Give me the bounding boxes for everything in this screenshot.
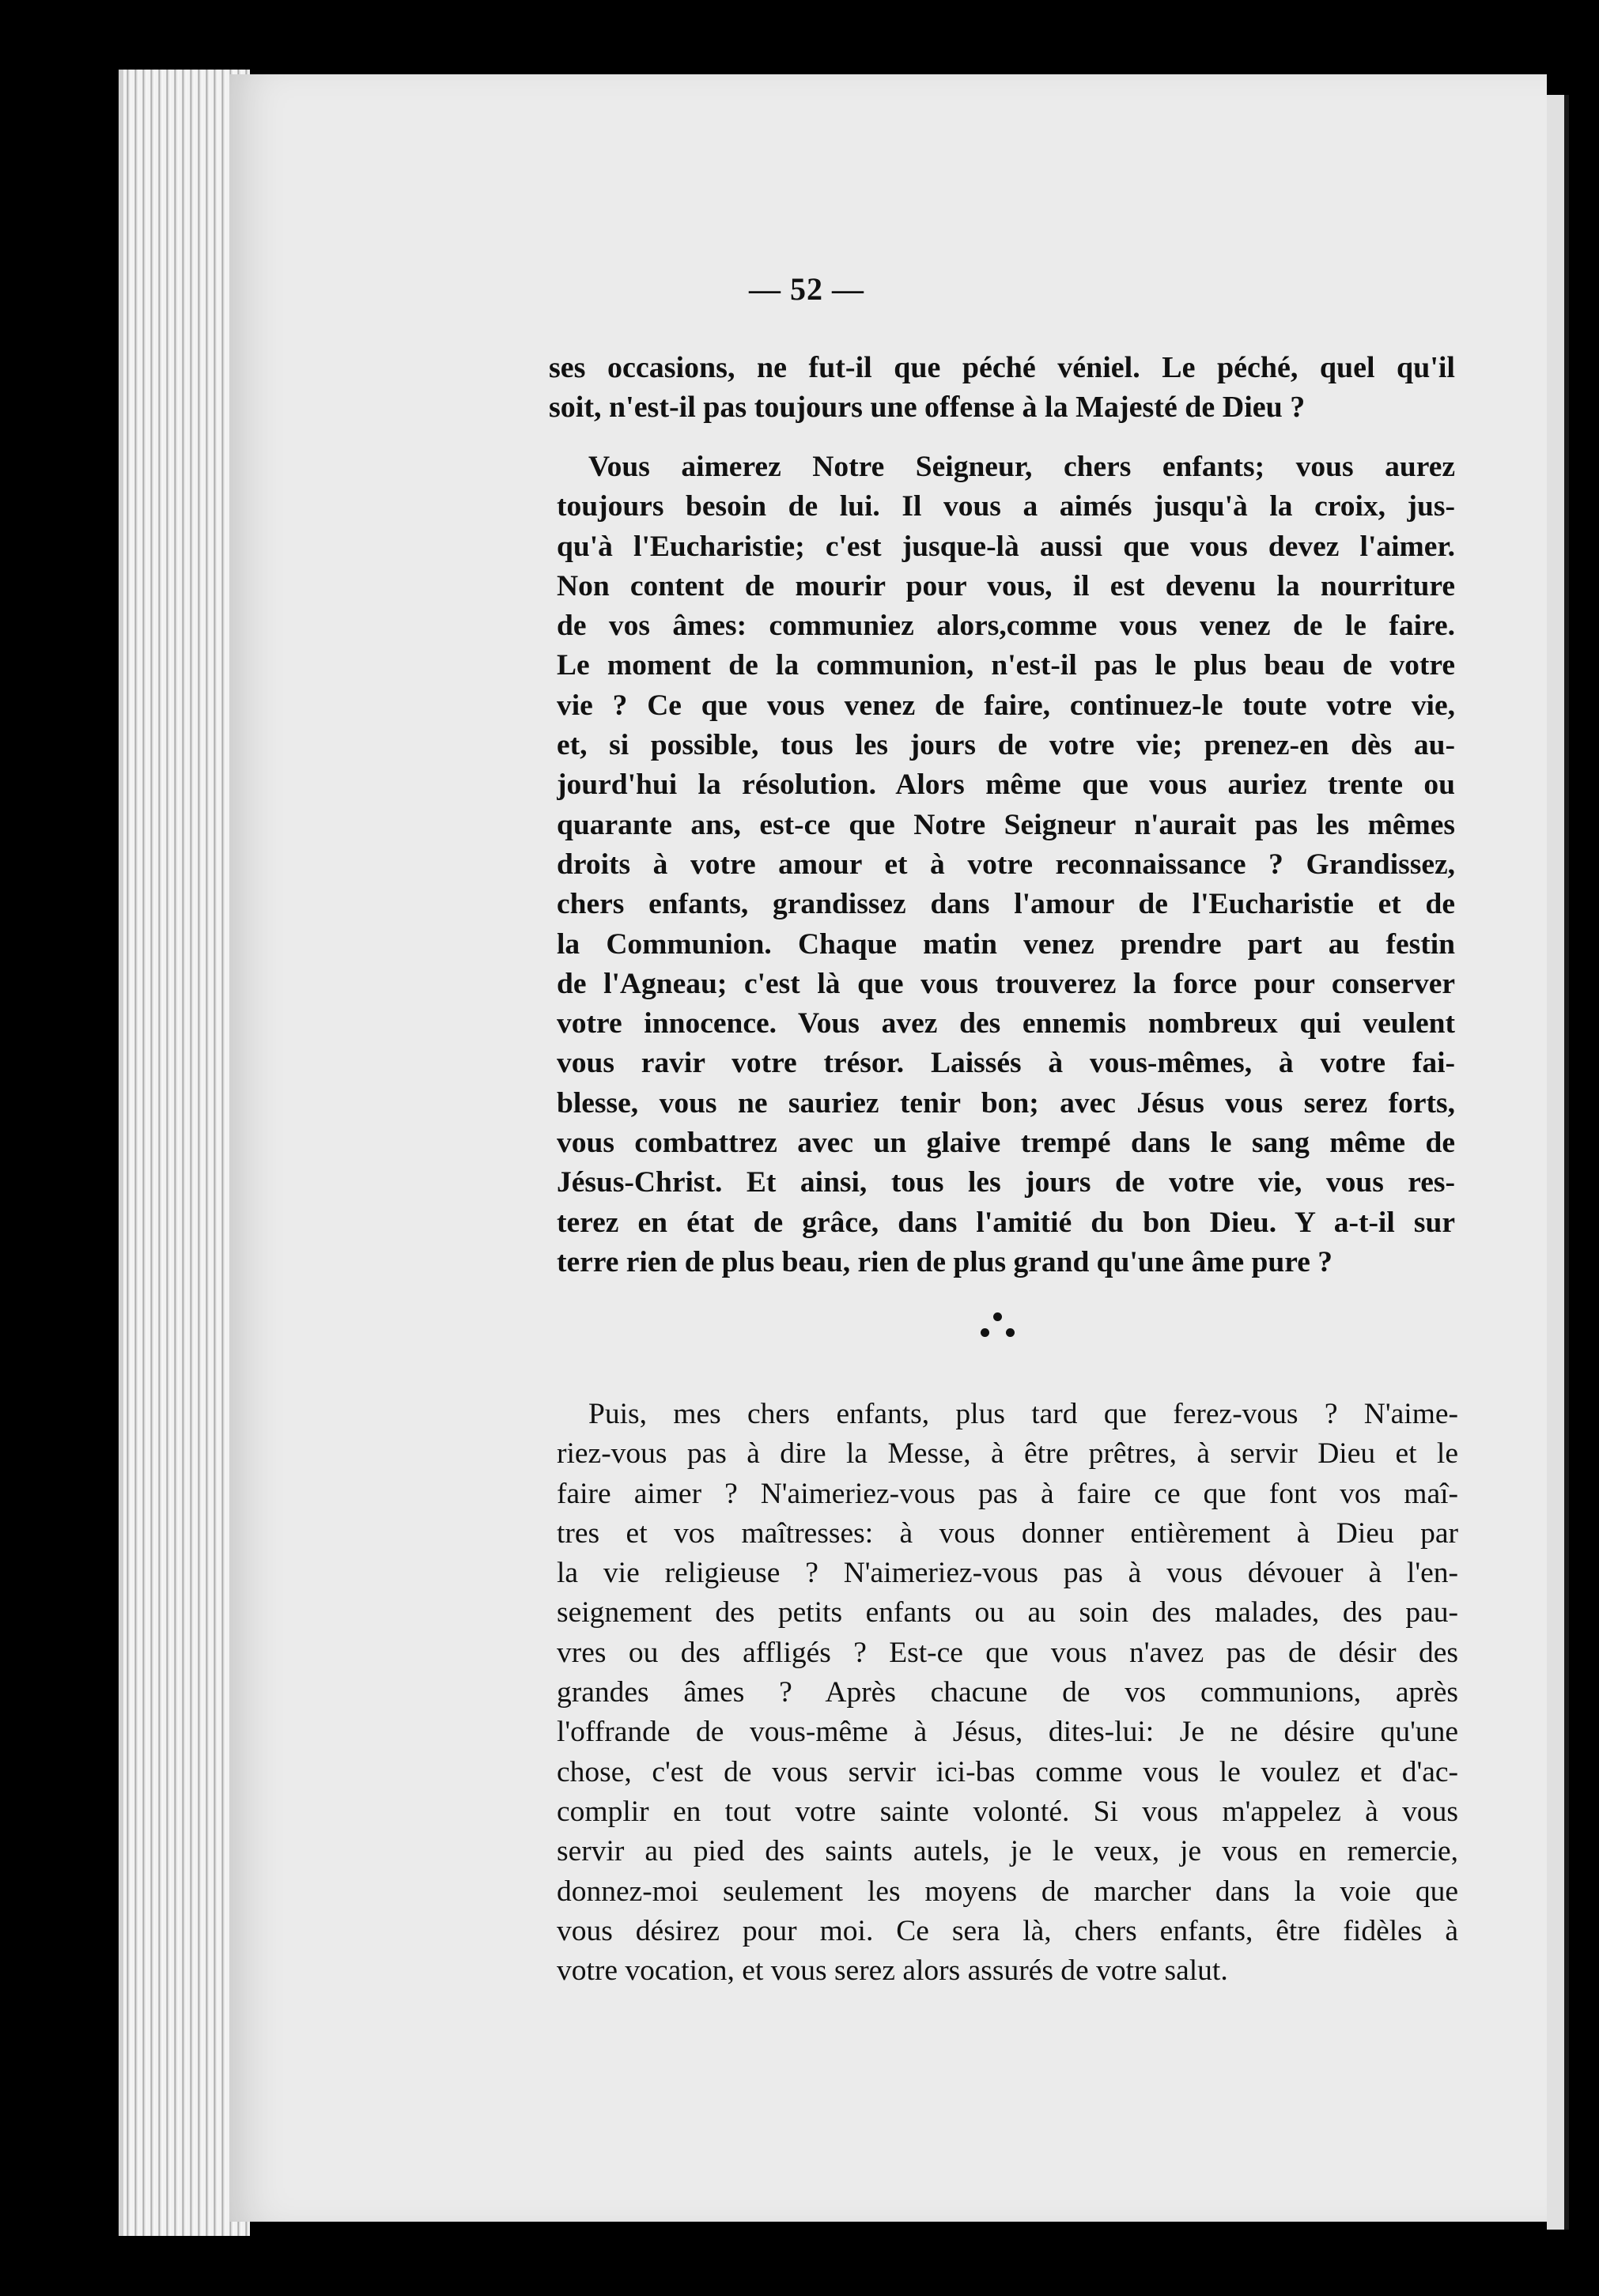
text-line: votre vocation, et vous serez alors assurés de votre salut. [557, 1954, 1228, 1988]
text-line: ses occasions, ne fut-il que péché véniel. Le péché, quel qu'il [549, 351, 1455, 384]
text-line: tres et vos maîtresses: à vous donner entièrement à Dieu par [557, 1516, 1458, 1550]
text-line: toujours besoin de lui. Il vous a aimés jusqu'à la croix, jus- [557, 490, 1455, 523]
paragraph-1 [549, 348, 1455, 427]
page-number-header: — 52 — [749, 271, 864, 307]
text-line: Puis, mes chers enfants, plus tard que ferez-vous ? N'aime- [588, 1398, 1458, 1430]
text-line: grandes âmes ? Après chacune de vos communions, après [557, 1676, 1458, 1709]
text-line: Vous aimerez Notre Seigneur, chers enfants; vous aurez [588, 451, 1455, 483]
text-line: soit, n'est-il pas toujours une offense à la Majesté de Dieu ? [549, 391, 1306, 424]
text-line: terre rien de plus beau, rien de plus grand qu'une âme pure ? [557, 1245, 1332, 1278]
text-line: vie ? Ce que vous venez de faire, continuez-le toute votre vie, [557, 689, 1455, 722]
text-line: riez-vous pas à dire la Messe, à être prêtres, à servir Dieu et le [557, 1437, 1458, 1471]
text-line: vous ravir votre trésor. Laissés à vous-mêmes, à votre fai- [557, 1047, 1455, 1080]
asterism-ornament [974, 1306, 1022, 1354]
text-line: de vos âmes: communiez alors,comme vous venez de le faire. [557, 610, 1455, 643]
text-line: Jésus-Christ. Et ainsi, tous les jours de votre vie, vous res- [557, 1166, 1455, 1199]
text-line: quarante ans, est-ce que Notre Seigneur n'aurait pas les mêmes [557, 808, 1455, 841]
text-line: blesse, vous ne sauriez tenir bon; avec Jésus vous serez forts, [557, 1086, 1455, 1120]
asterism-dot [993, 1312, 1002, 1321]
text-line: droits à votre amour et à votre reconnaissance ? Grandissez, [557, 848, 1455, 881]
text-line: vres ou des affligés ? Est-ce que vous n'avez pas de désir des [557, 1636, 1458, 1669]
text-line: la Communion. Chaque matin venez prendre part au festin [557, 927, 1455, 961]
text-line: donnez-moi seulement les moyens de marcher dans la voie que [557, 1875, 1458, 1908]
text-line: servir au pied des saints autels, je le veux, je vous en remercie, [557, 1835, 1458, 1868]
text-line: qu'à l'Eucharistie; c'est jusque-là aussi que vous devez l'aimer. [557, 530, 1455, 563]
asterism-dot [1006, 1328, 1015, 1337]
paragraph-3 [557, 1395, 1458, 1991]
text-line: votre innocence. Vous avez des ennemis nombreux qui veulent [557, 1007, 1455, 1040]
text-line: et, si possible, tous les jours de votre vie; prenez-en dès au- [557, 729, 1455, 762]
text-line: la vie religieuse ? N'aimeriez-vous pas à vous dévouer à l'en- [557, 1557, 1458, 1590]
text-line: jourd'hui la résolution. Alors même que vous auriez trente ou [557, 768, 1455, 802]
asterism-dot [981, 1328, 989, 1337]
text-line: complir en tout votre sainte volonté. Si vous m'appelez à vous [557, 1795, 1458, 1828]
text-line: Le moment de la communion, n'est-il pas le plus beau de votre [557, 649, 1455, 682]
text-line: faire aimer ? N'aimeriez-vous pas à faire ce que font vos maî- [557, 1477, 1458, 1510]
text-line: l'offrande de vous-même à Jésus, dites-lui: Je ne désire qu'une [557, 1716, 1458, 1749]
text-line: Non content de mourir pour vous, il est devenu la nourriture [557, 569, 1455, 602]
paragraph-2 [557, 447, 1455, 1282]
text-line: vous désirez pour moi. Ce sera là, chers enfants, être fidèles à [557, 1914, 1458, 1947]
text-line: vous combattrez avec un glaive trempé dans le sang même de [557, 1127, 1455, 1160]
text-line: de l'Agneau; c'est là que vous trouverez la force pour conserver [557, 967, 1455, 1000]
page-right-edge [1547, 95, 1569, 2230]
text-line: terez en état de grâce, dans l'amitié du bon Dieu. Y a-t-il sur [557, 1206, 1455, 1239]
text-line: seignement des petits enfants ou au soin des malades, des pau- [557, 1596, 1458, 1629]
text-line: chose, c'est de vous servir ici-bas comme vous le voulez et d'ac- [557, 1755, 1458, 1788]
text-line: chers enfants, grandissez dans l'amour de l'Eucharistie et de [557, 888, 1455, 921]
